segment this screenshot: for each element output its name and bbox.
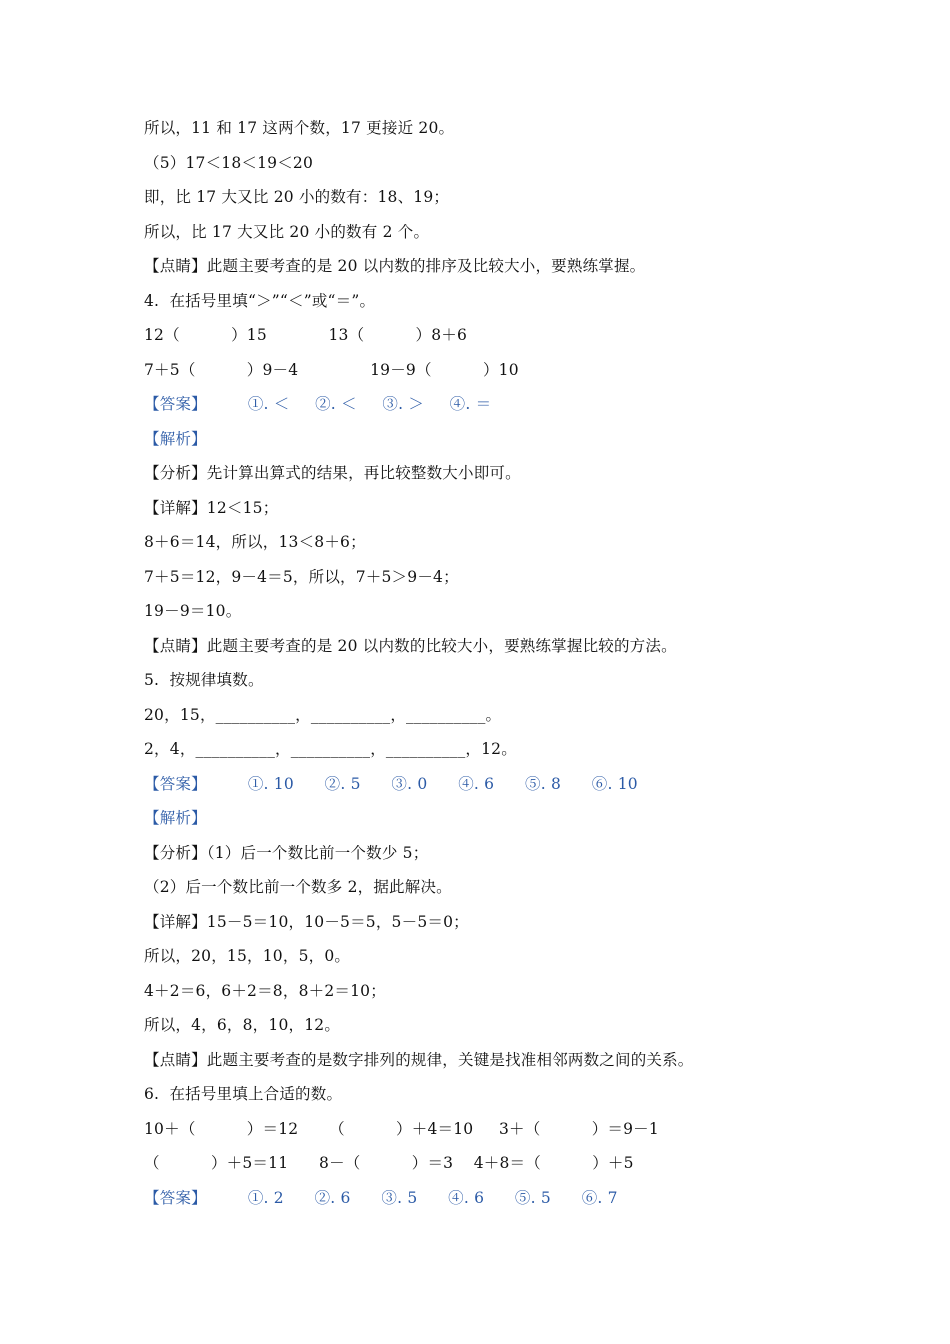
- detail-line: 【详解】12＜15；: [144, 499, 279, 517]
- analysis-line: 【分析】（1）后一个数比前一个数少 5；: [144, 844, 429, 862]
- detail-line: 【详解】15－5＝10，10－5＝5，5－5＝0；: [144, 913, 469, 931]
- answer-line: 【答案】 ①. 2 ②. 6 ③. 5 ④. 6 ⑤. 5 ⑥. 7: [144, 1189, 618, 1207]
- text-line: 所以，11 和 17 这两个数，17 更接近 20。: [144, 119, 455, 137]
- question-line: 12（ ）15 13（ ）8＋6: [144, 326, 468, 344]
- text-line: 4＋2＝6，6＋2＝8，8＋2＝10；: [144, 982, 386, 1000]
- answer-line: 【答案】 ①. ＜ ②. ＜ ③. ＞ ④. ＝: [144, 395, 492, 413]
- text-line: （5）17＜18＜19＜20: [144, 154, 314, 172]
- text-line: 8＋6＝14，所以，13＜8＋6；: [144, 533, 366, 551]
- key-point-line: 【点睛】此题主要考查的是 20 以内数的比较大小，要熟练掌握比较的方法。: [144, 637, 677, 655]
- key-point-line: 【点睛】此题主要考查的是 20 以内数的排序及比较大小，要熟练掌握。: [144, 257, 646, 275]
- question-5-title: 5. 按规律填数。: [144, 671, 264, 689]
- key-point-line: 【点睛】此题主要考查的是数字排列的规律，关键是找准相邻两数之间的关系。: [144, 1051, 694, 1069]
- text-line: 所以，20，15，10，5，0。: [144, 947, 351, 965]
- text-line: 即，比 17 大又比 20 小的数有：18、19；: [144, 188, 450, 206]
- answer-line: 【答案】 ①. 10 ②. 5 ③. 0 ④. 6 ⑤. 8 ⑥. 10: [144, 775, 638, 793]
- question-line: （ ）＋5＝11 8－（ ）＝3 4＋8＝（ ）＋5: [144, 1154, 634, 1172]
- question-line: 7＋5（ ）9－4 19－9（ ）10: [144, 361, 519, 379]
- analysis-line: 【分析】先计算出算式的结果，再比较整数大小即可。: [144, 464, 521, 482]
- question-4-title: 4. 在括号里填“＞”“＜”或“＝”。: [144, 292, 376, 310]
- text-line: 所以，4，6，8，10，12。: [144, 1016, 341, 1034]
- question-line: 2，4，__________，__________，__________，12。: [144, 740, 517, 758]
- text-line: （2）后一个数比前一个数多 2，据此解决。: [144, 878, 452, 896]
- text-line: 7＋5＝12，9－4＝5，所以，7＋5＞9－4；: [144, 568, 459, 586]
- question-line: 20，15，__________，__________，__________。: [144, 706, 502, 724]
- text-line: 19－9＝10。: [144, 602, 242, 620]
- question-line: 10＋（ ）＝12 （ ）＋4＝10 3＋（ ）＝9－1: [144, 1120, 659, 1138]
- analysis-label: 【解析】: [144, 430, 207, 448]
- question-6-title: 6. 在括号里填上合适的数。: [144, 1085, 343, 1103]
- analysis-label: 【解析】: [144, 809, 207, 827]
- text-line: 所以，比 17 大又比 20 小的数有 2 个。: [144, 223, 430, 241]
